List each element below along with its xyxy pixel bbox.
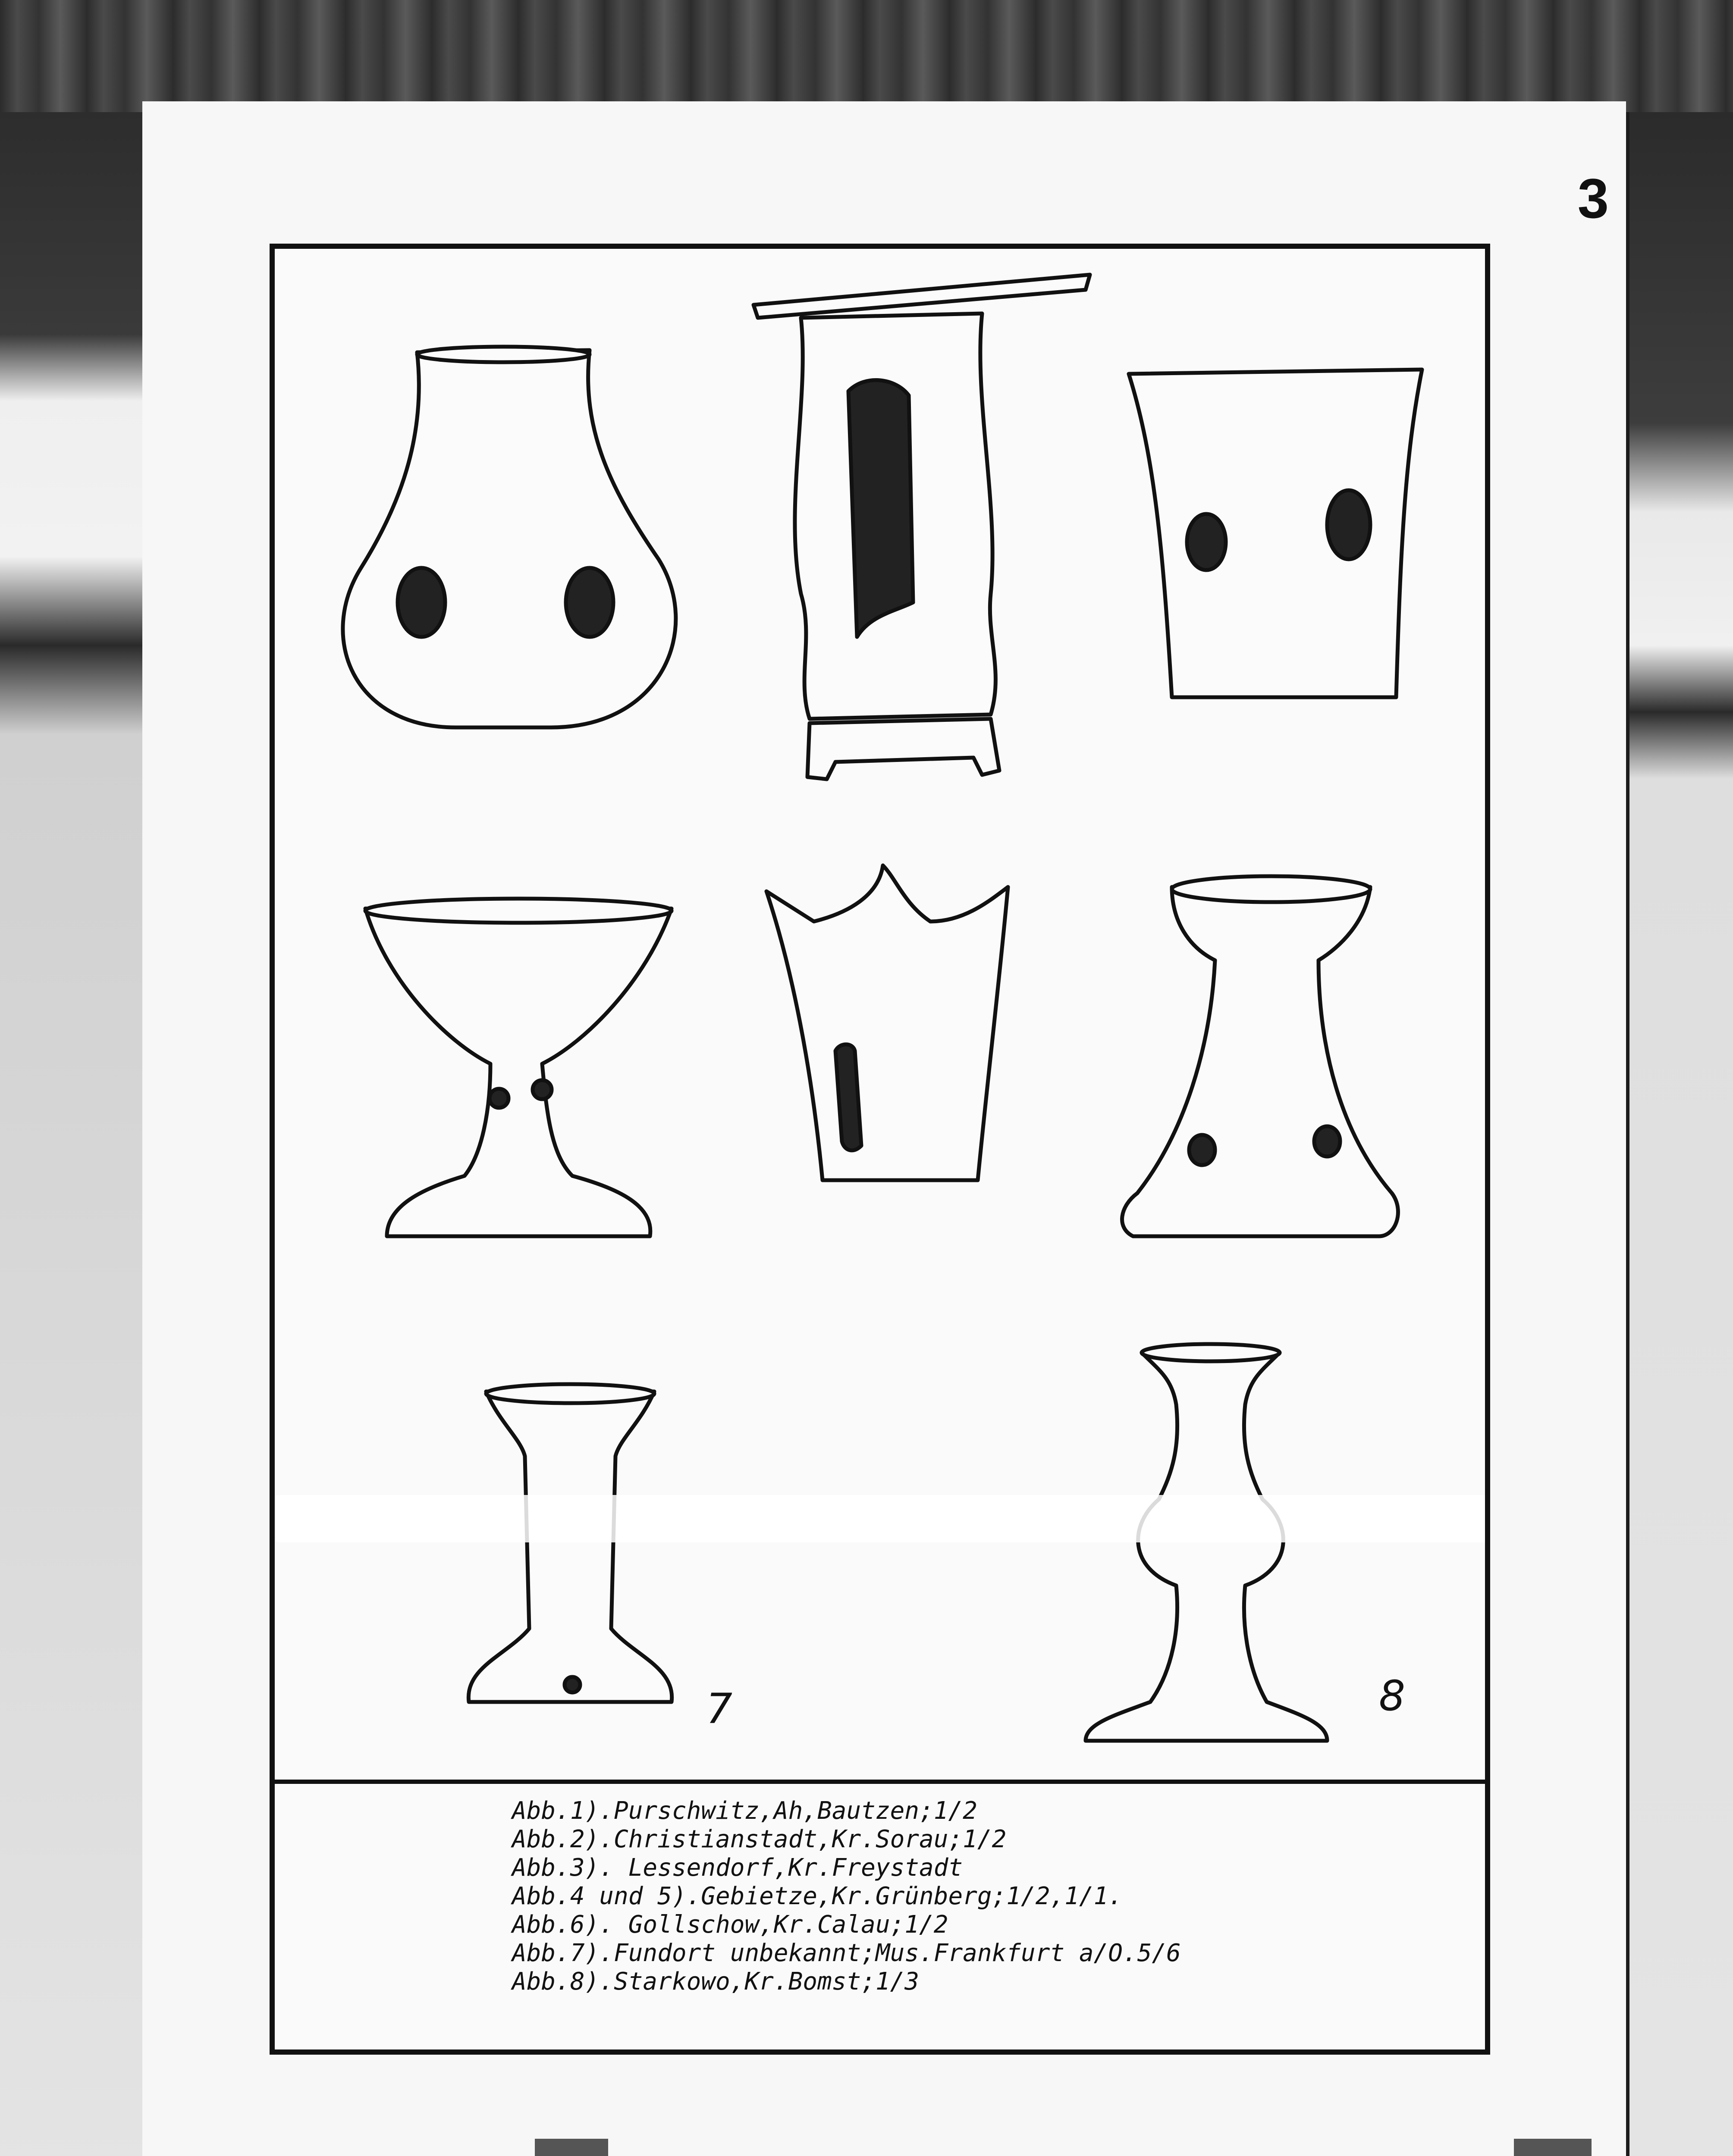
plate-number: 3 (1577, 167, 1609, 230)
figure-number-8: 8 (1379, 1672, 1406, 1720)
figure-number-7: 7 (706, 1685, 733, 1733)
caption-line: Abb.3). Lessendorf,Kr.Freystadt (512, 1854, 963, 1882)
caption-line: Abb.2).Christianstadt,Kr.Sorau;1/2 (512, 1825, 1007, 1853)
vessel-fig2-drawing (753, 275, 1090, 779)
background-right (1629, 112, 1733, 2156)
background-left (0, 112, 142, 2156)
illustration-frame (270, 244, 1490, 2055)
caption-line: Abb.4 und 5).Gebietze,Kr.Grünberg;1/2,1/1. (512, 1882, 1123, 1910)
vessel-fig1-drawing (343, 347, 676, 727)
caption-line: Abb.7).Fundort unbekannt;Mus.Frankfurt a/O.5/6 (512, 1939, 1181, 1967)
holder-clip-right (1514, 2139, 1592, 2156)
caption-box (275, 1780, 1485, 2049)
caption-line: Abb.8).Starkowo,Kr.Bomst;1/3 (512, 1968, 920, 1996)
caption-line: Abb.1).Purschwitz,Ah,Bautzen;1/2 (512, 1797, 977, 1825)
vessel-fig6-drawing (1122, 876, 1398, 1236)
wooden-holder-top (0, 0, 1733, 112)
vessel-fig4-drawing (365, 899, 672, 1236)
caption-line: Abb.6). Gollschow,Kr.Calau;1/2 (512, 1911, 948, 1939)
vessel-fig7-drawing (468, 1384, 672, 1702)
vessel-drawings (275, 249, 1485, 1780)
holder-clip-left (535, 2139, 608, 2156)
vessel-fig3-drawing (1129, 370, 1422, 697)
caption-list (512, 1797, 1181, 1996)
vessel-fig5-drawing (766, 865, 1008, 1180)
plate-sheet (142, 101, 1626, 2156)
